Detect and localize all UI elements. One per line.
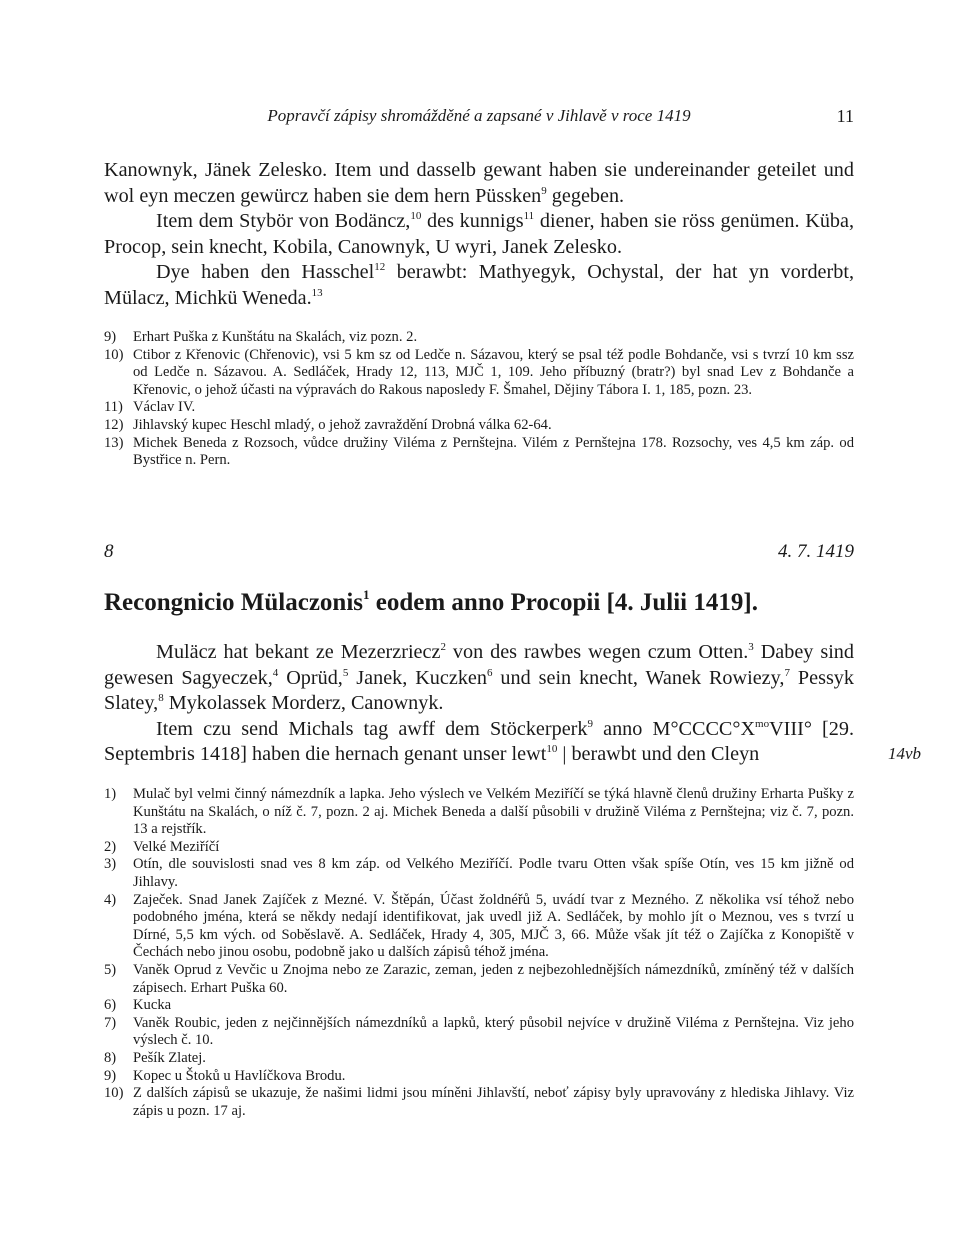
paragraph: Kanownyk, Jänek Zelesko. Item und dasselb gewant haben sie undereinander geteilet und wol eyn meczen gewürcz haben sie dem hern Püssken$^9$ gegeben. — [104, 159, 854, 207]
paragraph: Item dem Stybör von Bodäncz,$^{10}$ des kunnigs$^{11}$ diener, haben sie röss genümen. Küba, Procop, sein knecht, Kobila, Canownyk, U wyri, Janek Zelesko. — [104, 210, 855, 258]
footnote-number: 7) — [104, 1014, 117, 1031]
footnote-number: 6) — [104, 997, 117, 1014]
footnote-ref[interactable]: 6 — [486, 666, 493, 679]
footnote-ref[interactable]: 2 — [440, 641, 446, 653]
footnote — [104, 347, 854, 400]
footnote-ref[interactable]: 10 — [410, 210, 422, 222]
footnote-text: Pešík Zlatej. — [133, 1049, 206, 1066]
entry-date: 4. 7. 1419 — [778, 541, 854, 562]
running-head — [104, 106, 854, 130]
footnote — [104, 1068, 854, 1086]
footnote-ref[interactable]: 10 — [546, 743, 558, 755]
footnote-text: Kopec u Štoků u Havlíčkova Brodu. — [133, 1067, 346, 1084]
superscript-mo: mo — [755, 717, 770, 730]
footnote — [104, 399, 854, 417]
footnote-ref[interactable]: 13 — [311, 286, 323, 299]
footnote-text: Vaněk Oprud z Vevčic u Znojma nebo ze Zarazic, zeman, jeden z nejbezohlednějších námezdníků, zmíněný též v dalších zápisech. Erhart Puška 60. — [133, 961, 854, 996]
footnote-ref[interactable]: 8 — [158, 692, 164, 704]
entry-title: Recongnicio Mülaczonis$^1$ eodem anno Procopii [4. Julii 1419]. — [104, 587, 758, 616]
footnote — [104, 892, 854, 962]
footnote-ref[interactable]: 4 — [272, 666, 279, 679]
footnote — [104, 1015, 854, 1050]
footnote — [104, 417, 854, 435]
footnotes-section — [104, 786, 854, 1120]
footnote-number: 4) — [104, 891, 117, 908]
footnote-text: Ctibor z Křenovic (Chřenovic), vsi 5 km sz od Ledče n. Sázavou, který se psal též podle Bohdanče, vsi s tvrzí 10 km ssz od Ledče n. Sázavou. A. Sedláček, Hrady 12, 113, MJČ 1, 109. Jeho příbuzný (bratr?) byl snad Lev z Bohdanče a Křenovic, o jehož účasti na výpravách do Rakous naposledy F. Šmahel, Dějiny Tábora I. 1, 185, pozn. 23. — [133, 346, 854, 398]
footnote-number: 2) — [104, 838, 117, 855]
footnote-number: 9) — [104, 1067, 117, 1084]
footnote-text: Václav IV. — [133, 399, 196, 416]
footnote-ref[interactable]: 9 — [587, 717, 593, 730]
footnote-text: Kucka — [133, 997, 172, 1014]
footnote — [104, 786, 854, 839]
footnote-text: Z dalších zápisů se ukazuje, že našimi lidmi jsou míněni Jihlavští, neboť zápisy byly upravovány z hlediska Jihlavy. Viz zápis u pozn. 17 aj. — [133, 1085, 854, 1119]
footnotes-section — [104, 329, 854, 470]
page-number: 11 — [836, 106, 854, 126]
entry-text — [104, 640, 854, 768]
footnote-text: Erhart Puška z Kunštátu na Skalách, viz pozn. 2. — [133, 329, 418, 345]
folio-marker: 14vb — [888, 744, 922, 763]
footnote — [104, 856, 854, 891]
paragraph: Item czu send Michals tag awff dem Stöckerperk$^9$ anno $M^\circ CCCC^\circ X^{mo}VIII^\circ$ [29. Septembris 1418] haben die hernach genant unser lewt$^{10}$ | berawbt und den Cleyn — [104, 717, 855, 765]
footnote-ref[interactable]: 12 — [374, 261, 386, 273]
entry-header — [104, 541, 854, 567]
footnote-number: 10) — [104, 346, 124, 363]
footnote-ref[interactable]: 1 — [363, 587, 370, 602]
running-title: Popravčí zápisy shromážděné a zapsané v Jihlavě v roce 1419 — [267, 106, 691, 125]
footnote — [104, 962, 854, 997]
entry-number: 8 — [104, 541, 114, 562]
footnote-text: Otín, dle souvislosti snad ves 8 km záp. od Velkého Meziříčí. Podle tvaru Otten však spíše Otín, ves 15 km jižně od Jihlavy. — [133, 856, 854, 890]
footnote-ref[interactable]: 5 — [342, 666, 349, 679]
footnote — [104, 1085, 854, 1120]
footnote-number: 13) — [104, 434, 124, 451]
footnote-ref[interactable]: 9 — [541, 184, 547, 197]
footnote — [104, 1050, 854, 1068]
footnote — [104, 329, 854, 347]
footnote-text: Jihlavský kupec Heschl mladý, o jehož zavraždění Drobná válka 62-64. — [133, 416, 552, 433]
footnote-text: Mulač byl velmi činný námezdník a lapka. Jeho výslech ve Velkém Meziříčí se týká hlavně členů družiny Erharta Pušky z Kunštátu na Skalách, o níž č. 7, pozn. 2 aj. Michek Beneda a další působili v družině Viléma z Pernštejna; viz č. 7, pozn. 13 a rejstřík. — [133, 786, 854, 838]
footnote-ref[interactable]: 11 — [523, 210, 535, 222]
footnote-ref[interactable]: 7 — [784, 666, 790, 679]
footnote-number: 3) — [104, 856, 117, 873]
footnote-number: 1) — [104, 786, 117, 802]
footnote-text: Michek Beneda z Rozsoch, vůdce družiny Viléma z Pernštejna. Vilém z Pernštejna 178. Rozsochy, ves 4,5 km záp. od Bystřice n. Pern. — [133, 434, 854, 469]
footnote — [104, 997, 854, 1015]
footnote-text: Zaječek. Snad Janek Zajíček z Mezné. V. Štěpán, Účast žoldnéřů 5, uvádí tvar z Mezného. Z několika vsí téhož nebo podobného jména, která se někdy nedají identifikovat, jak uvedl již A. Sedláček, by mohlo jít o Meznou, ves s tvrzí u Dírné, 5,5 km vých. od Soběslavě. A. Sedláček, Hrady 4, 305, MJČ 3, 66. Může však jít též o Zajíčka z Konopiště v Čechách nebo jinou osobu, podobně jako u dalších zápisů téhož jména. — [133, 891, 854, 961]
footnote-number: 10) — [104, 1085, 124, 1102]
footnote-number: 9) — [104, 329, 117, 345]
footnote-number: 8) — [104, 1049, 117, 1066]
footnote — [104, 435, 854, 470]
footnote-number: 11) — [104, 399, 123, 416]
footnote-number: 12) — [104, 416, 124, 433]
footnote-number: 5) — [104, 961, 117, 978]
footnote-ref[interactable]: 3 — [748, 641, 754, 653]
footnote-text: Vaněk Roubic, jeden z nejčinnějších námezdníků a lapků, který působil nejvíce v družině Viléma z Pernštejna. Viz jeho výslech č. 10. — [133, 1014, 854, 1049]
paragraph: Muläcz hat bekant ze Mezerzriecz$^2$ von des rawbes wegen czum Otten.$^3$ Dabey sind gewesen Sagyeczek,$^4$ Oprüd,$^5$ Janek, Kuczken$^6$ und sein knecht, Wanek Rowiezy,$^7$ Pessyk Slatey,$^8$ Mykolassek Morderz, Canownyk. — [104, 641, 854, 714]
footnote-text: Velké Meziříčí — [133, 838, 220, 855]
paragraph: Dye haben den Hasschel$^{12}$ berawbt: Mathyegyk, Ochystal, der hat yn vorderbt, Mülacz, Michkü Weneda.$^{13}$ — [104, 261, 854, 309]
footnote — [104, 839, 854, 857]
continued-text — [104, 158, 854, 311]
